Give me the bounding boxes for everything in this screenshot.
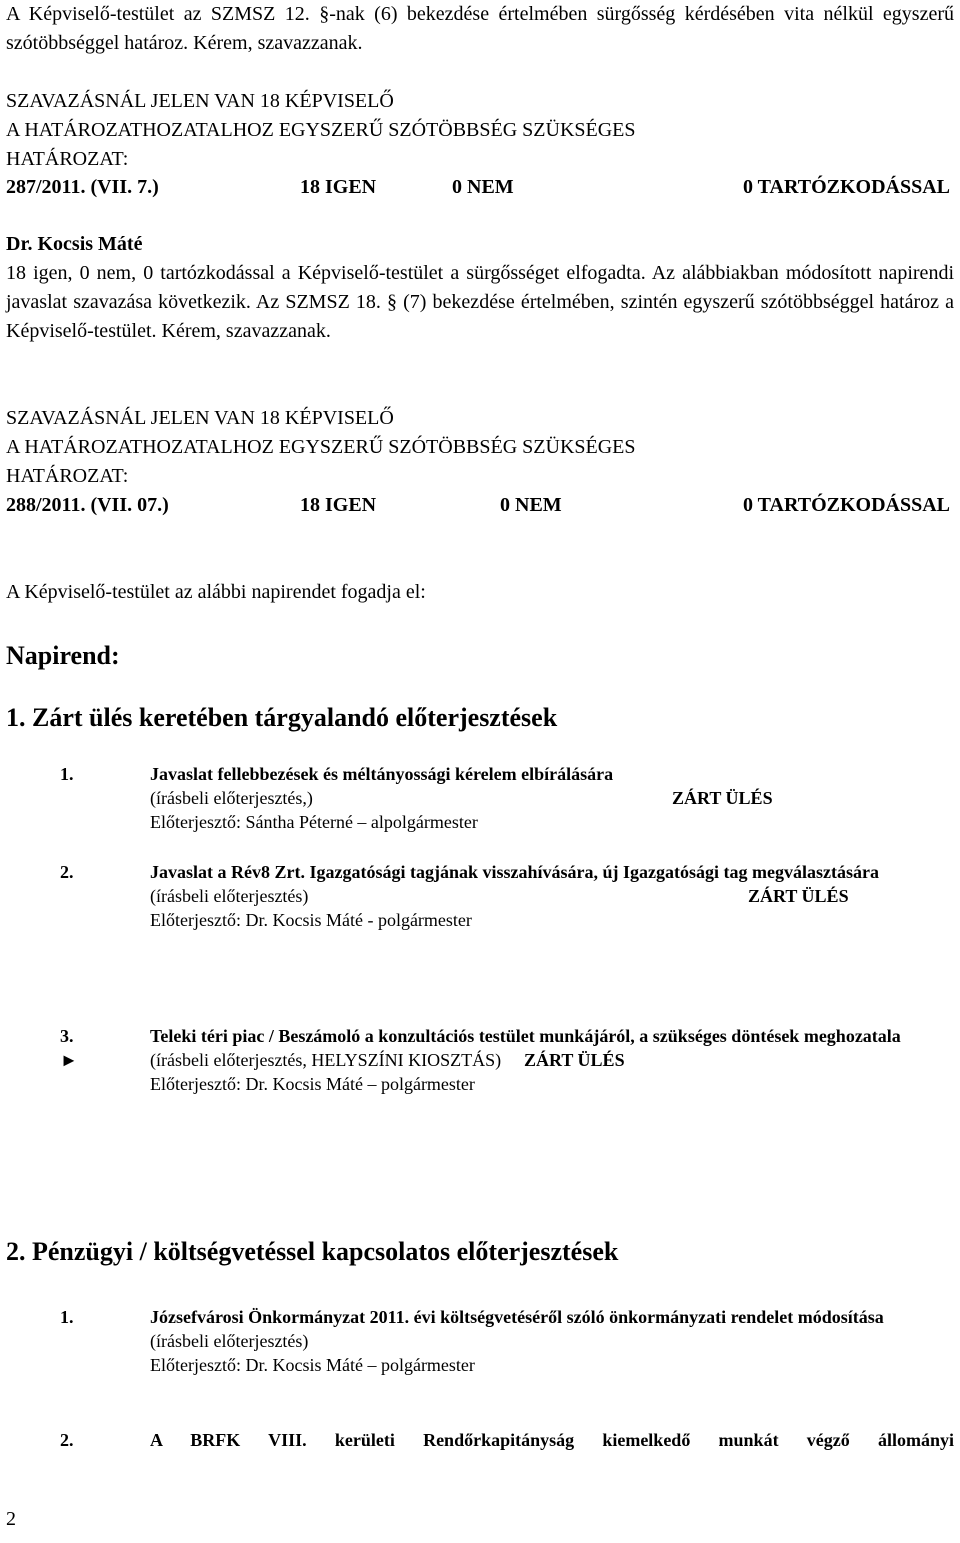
item-number: 1. <box>60 764 74 784</box>
item-type: (írásbeli előterjesztés) <box>150 1331 309 1351</box>
item-type: (írásbeli előterjesztés, HELYSZÍNI KIOSZTÁS) <box>150 1050 502 1070</box>
vote2-yes: 18 IGEN <box>300 494 377 516</box>
agenda-item <box>60 1428 954 1454</box>
item-title: Javaslat fellebbezések és méltányossági kérelem elbírálására <box>150 764 614 784</box>
intro-paragraph: A Képviselő-testület az SZMSZ 12. §-nak (6) bekezdése értelmében sürgősség kérdésében vita nélkül egyszerű szótöbbséggel határoz. Kérem, szavazzanak. <box>6 3 954 54</box>
vote1-number: 287/2011. (VII. 7.) <box>6 176 159 198</box>
item-number: 2. <box>60 862 74 882</box>
item-title: A BRFK VIII. kerületi Rendőrkapitányság kiemelkedő munkát végző állományi <box>150 1430 954 1450</box>
agenda-item <box>60 762 954 842</box>
speaker-name: Dr. Kocsis Máté <box>6 233 143 255</box>
speaker-text: 18 igen, 0 nem, 0 tartózkodással a Képviselő-testület a sürgősséget elfogadta. Az alábbiakban módosított napirendi javaslat szavazása következik. Az SZMSZ 18. § (7) bekezdése értelmében, szintén egyszerű szótöbbséggel határoz a Képviselő-testület. Kérem, szavazzanak. <box>6 262 954 342</box>
vote1-majority: A HATÁROZATHOZATALHOZ EGYSZERŰ SZÓTÖBBSÉG SZÜKSÉGES <box>6 119 636 141</box>
item-title: Józsefvárosi Önkormányzat 2011. évi költségvetéséről szóló önkormányzati rendelet módosítása <box>150 1307 884 1327</box>
vote1-resolution-label: HATÁROZAT: <box>6 148 129 170</box>
closed-session-label: ZÁRT ÜLÉS <box>748 886 849 906</box>
accept-statement: A Képviselő-testület az alábbi napirendet fogadja el: <box>6 581 426 603</box>
item-number: 1. <box>60 1307 74 1327</box>
vote2-attendance: SZAVAZÁSNÁL JELEN VAN 18 KÉPVISELŐ <box>6 407 394 429</box>
vote2-no: 0 NEM <box>500 494 562 516</box>
vote2-result <box>6 491 950 520</box>
vote2-majority: A HATÁROZATHOZATALHOZ EGYSZERŰ SZÓTÖBBSÉG SZÜKSÉGES <box>6 436 636 458</box>
page-number: 2 <box>6 1508 16 1530</box>
vote1-yes: 18 IGEN <box>300 176 377 198</box>
vote1-no: 0 NEM <box>452 176 514 198</box>
item-presenter: Előterjesztő: Sántha Péterné – alpolgármester <box>150 812 478 832</box>
agenda-item <box>60 1305 954 1405</box>
item-title: Teleki téri piac / Beszámoló a konzultációs testület munkájáról, a szükséges döntések meghozatala <box>150 1026 901 1046</box>
section1-title: 1. Zárt ülés keretében tárgyalandó előterjesztések <box>6 703 558 732</box>
vote1-result <box>6 173 950 202</box>
vote1-abstain: 0 TARTÓZKODÁSSAL <box>743 176 950 198</box>
closed-session-label: ZÁRT ÜLÉS <box>672 788 773 808</box>
closed-session-label: ZÁRT ÜLÉS <box>524 1050 625 1070</box>
item-title: Javaslat a Rév8 Zrt. Igazgatósági tagjának visszahívására, új Igazgatósági tag megválasztására <box>150 862 879 882</box>
vote2-abstain: 0 TARTÓZKODÁSSAL <box>743 494 950 516</box>
agenda-item <box>60 1024 954 1124</box>
agenda-heading: Napirend: <box>6 641 120 670</box>
vote1-attendance: SZAVAZÁSNÁL JELEN VAN 18 KÉPVISELŐ <box>6 90 394 112</box>
item-type: (írásbeli előterjesztés,) <box>150 788 313 808</box>
current-item-marker: ► <box>60 1050 78 1070</box>
item-presenter: Előterjesztő: Dr. Kocsis Máté - polgármester <box>150 910 472 930</box>
section2-title: 2. Pénzügyi / költségvetéssel kapcsolatos előterjesztések <box>6 1237 619 1266</box>
vote2-number: 288/2011. (VII. 07.) <box>6 494 169 516</box>
item-number: 2. <box>60 1430 74 1450</box>
item-presenter: Előterjesztő: Dr. Kocsis Máté – polgármester <box>150 1074 475 1094</box>
item-number: 3. <box>60 1026 74 1046</box>
vote2-resolution-label: HATÁROZAT: <box>6 465 129 487</box>
item-presenter: Előterjesztő: Dr. Kocsis Máté – polgármester <box>150 1355 475 1375</box>
agenda-item <box>60 860 954 960</box>
item-type: (írásbeli előterjesztés) <box>150 886 309 906</box>
